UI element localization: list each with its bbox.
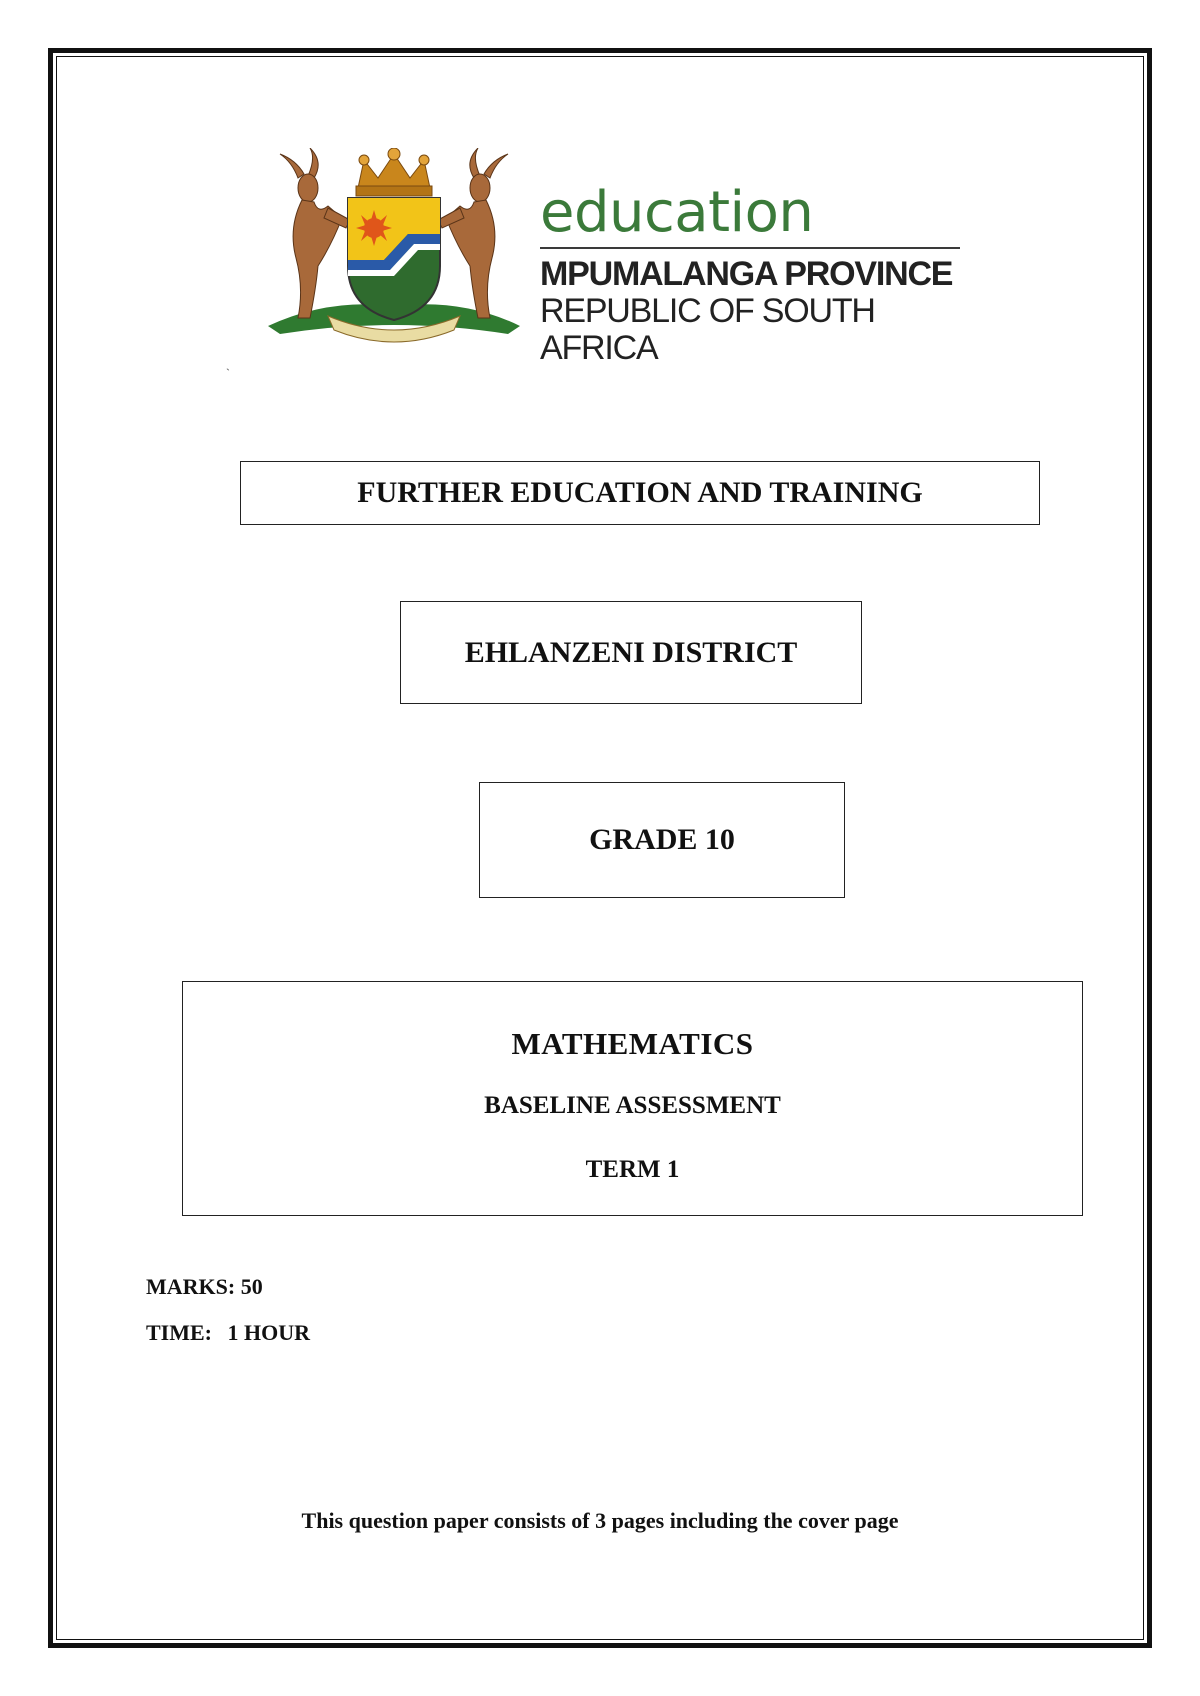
subject-box xyxy=(182,981,1083,1216)
subject-title: MATHEMATICS xyxy=(511,1026,754,1061)
coat-of-arms-icon xyxy=(258,148,530,348)
brand-divider xyxy=(540,247,960,249)
page-count-note: This question paper consists of 3 pages including the cover page xyxy=(301,1508,899,1533)
grade-box xyxy=(479,782,845,898)
marks-label: MARKS: xyxy=(146,1274,236,1299)
brand-education-word: education xyxy=(540,180,814,245)
brand-republic: REPUBLIC OF SOUTH AFRICA xyxy=(540,291,875,368)
marks-line xyxy=(146,1274,263,1300)
department-logo-text xyxy=(540,180,970,368)
time-value: 1 HOUR xyxy=(227,1320,310,1345)
term-label: TERM 1 xyxy=(585,1156,680,1183)
marks-value: 50 xyxy=(240,1274,263,1299)
time-line xyxy=(146,1320,310,1346)
assessment-type: BASELINE ASSESSMENT xyxy=(484,1092,781,1119)
time-label: TIME: xyxy=(146,1320,212,1345)
fet-title-box xyxy=(240,461,1040,525)
district-box xyxy=(400,601,862,704)
grade-label: GRADE 10 xyxy=(589,823,735,856)
district-name: EHLANZENI DISTRICT xyxy=(464,635,798,669)
fet-title: FURTHER EDUCATION AND TRAINING xyxy=(357,476,923,509)
stray-mark: ` xyxy=(226,366,230,380)
brand-province: MPUMALANGA PROVINCE xyxy=(540,255,953,293)
